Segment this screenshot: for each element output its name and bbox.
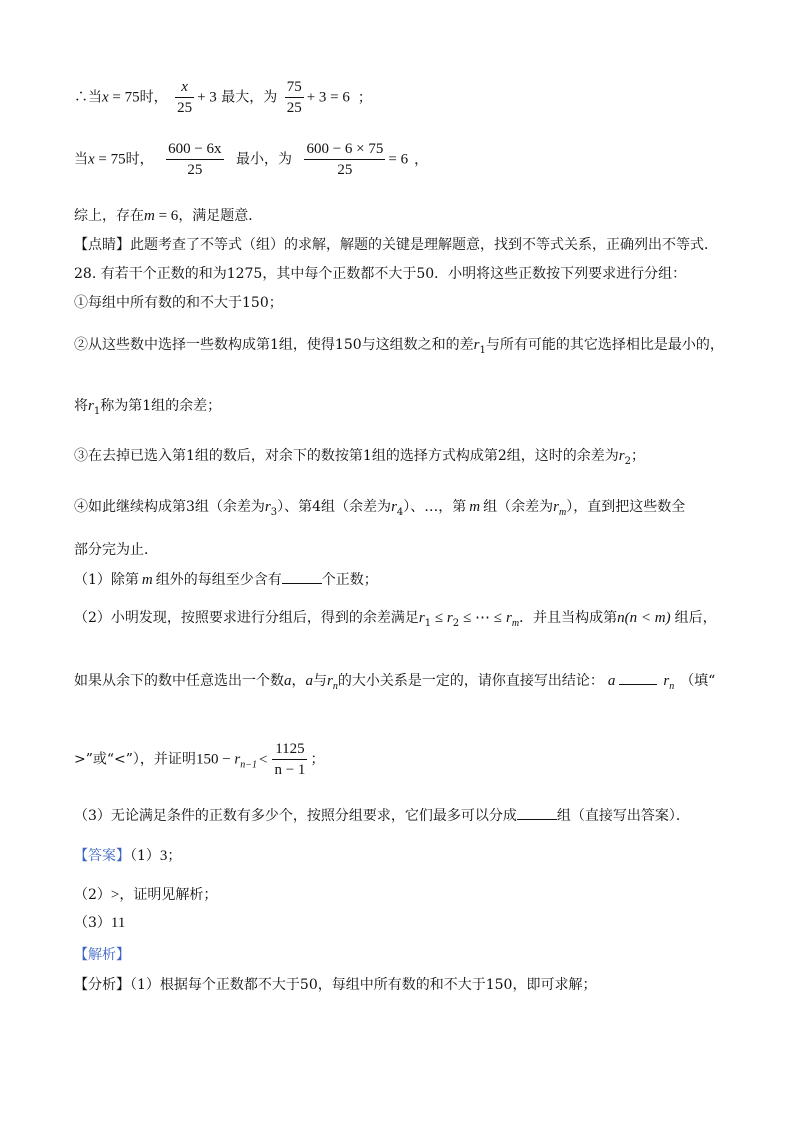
text: = 6 [388, 151, 409, 168]
condition: (n < m) [624, 610, 671, 626]
text: 时， [139, 89, 168, 106]
var-r: r [618, 448, 625, 464]
text: （3）无论满足条件的正数有多少个，按照分组要求，它们最多可以分成 [74, 808, 517, 824]
text: 的大小关系是一定的，请你直接写出结论： [337, 673, 604, 689]
text: ③在去掉已选入第1组的数后，对余下的数按第1组的选择方式构成第2组，这时的余差为 [74, 448, 619, 464]
var-r: r [446, 610, 453, 626]
line-comment [74, 235, 718, 255]
var-m: m [469, 499, 481, 515]
rule-2 [74, 335, 724, 361]
text: ； [167, 848, 182, 864]
analysis-tag: 【解析】 [74, 947, 130, 963]
answer-tag: 【答案】 [74, 848, 130, 864]
denominator: 25 [304, 159, 385, 179]
text: 与 [313, 673, 327, 689]
text: ④如此继续构成第3组（余差为 [74, 499, 265, 515]
answer-blank [517, 819, 557, 820]
numerator: x [181, 79, 188, 95]
text: 部分完为止． [74, 542, 158, 558]
question-28-stem [74, 264, 686, 284]
answer-blank [282, 583, 322, 584]
text: < [259, 751, 268, 768]
text: ； [357, 89, 372, 106]
line-max-value [74, 78, 372, 117]
text: = 75 [94, 151, 126, 168]
subscript: 1 [424, 617, 432, 629]
text: 时， [125, 151, 154, 168]
var-x: x [88, 151, 95, 168]
text: 组（直接写出答案）． [556, 808, 690, 824]
subscript: 2 [624, 455, 631, 467]
text: 150 − [195, 751, 235, 768]
sub-question-2-cont [74, 671, 715, 697]
text: + 3 = 6 [306, 89, 350, 106]
fraction [175, 78, 194, 117]
var-x: x [102, 89, 109, 106]
denominator: 25 [175, 97, 194, 117]
text: ①每组中所有数的和不大于150； [74, 295, 283, 311]
text: 最小，为 [236, 151, 293, 168]
text: 组后， [674, 610, 717, 626]
var-r: r [418, 610, 425, 626]
fraction [166, 140, 223, 179]
subscript: 2 [452, 617, 460, 629]
answer-value: 11 [110, 915, 126, 931]
rule-1 [74, 293, 283, 313]
subscript: 4 [396, 506, 404, 518]
var-a: a [284, 673, 292, 689]
analysis-heading [74, 945, 130, 965]
answer-blank [619, 684, 657, 685]
text: ，满足题意． [178, 208, 263, 224]
var-m: m [141, 572, 153, 588]
text: ； [630, 448, 645, 464]
text: （1）除第 [74, 572, 139, 588]
text: = 6 [154, 208, 179, 224]
var-r: r [553, 499, 559, 515]
subscript: n [669, 680, 675, 692]
answer-1 [74, 846, 181, 866]
text: ．并且当构成第 [519, 610, 618, 626]
text: ∴当 [74, 89, 102, 106]
text: 与所有可能的其它选择相比是最小的， [485, 337, 724, 353]
text: 28. 有若干个正数的和为1275，其中每个正数都不大于50．小明将这些正数按下列要求进行分组： [74, 266, 687, 282]
line-conclusion [74, 206, 262, 226]
var-m: m [144, 208, 155, 224]
var-r: r [663, 673, 670, 689]
var-r: r [88, 398, 94, 414]
numerator: 600 − 6x [168, 141, 222, 157]
text: = 75 [108, 89, 140, 106]
var-n: n [617, 610, 625, 626]
sub-question-2 [74, 608, 717, 634]
var-r: r [327, 673, 333, 689]
fraction [304, 140, 385, 179]
answer-value: > [110, 887, 120, 903]
denominator: 25 [285, 97, 304, 117]
analysis-text [74, 975, 596, 995]
var-a: a [305, 673, 313, 689]
sub-question-3 [74, 806, 690, 826]
text: 个正数； [321, 572, 378, 588]
text: ， [291, 673, 306, 689]
text: ）、…，第 [403, 499, 467, 515]
var-r: r [473, 337, 480, 353]
subscript: 3 [270, 506, 278, 518]
text: 【分析】（1）根据每个正数都不大于50，每组中所有数的和不大于150，即可求解； [74, 977, 597, 993]
text: ≤ [431, 610, 447, 626]
var-r: r [264, 499, 271, 515]
var-r: r [391, 499, 397, 515]
text: 【点睛】此题考查了不等式（组）的求解，解题的关键是理解题意，找到不等式关系，正确列出不等式． [74, 237, 718, 253]
line-min-value [74, 140, 428, 179]
fraction [285, 78, 304, 117]
text: ②从这些数中选择一些数构成第1组，使得150与这组数之和的差 [74, 337, 474, 353]
rule-4 [74, 497, 685, 523]
text: ）、第4组（余差为 [277, 499, 392, 515]
numerator: 75 [286, 79, 302, 95]
answer-2 [74, 885, 217, 905]
text: 综上，存在 [74, 208, 144, 224]
rule-3 [74, 446, 645, 472]
text: 组外的每组至少含有 [155, 572, 282, 588]
text: 称为第1组的余差； [100, 398, 222, 414]
text: ； [310, 751, 325, 768]
denominator: n − 1 [272, 759, 307, 779]
text: （2） [74, 887, 111, 903]
text: + 3 [197, 89, 217, 106]
text: >”或“<”），并证明 [74, 751, 196, 768]
text: （3） [74, 915, 111, 931]
var-a: a [607, 673, 616, 689]
subscript: 1 [93, 405, 101, 417]
subscript: m [511, 617, 520, 629]
sub-question-2-proof [74, 740, 324, 779]
answer-3 [74, 913, 125, 933]
text: 当 [74, 151, 88, 168]
inequality: ≤ ⋯ ≤ [463, 610, 503, 626]
text: ），直到把这些数全 [566, 499, 686, 515]
fraction [272, 740, 307, 779]
answer-value: 3 [159, 848, 168, 864]
subscript: n−1 [240, 759, 257, 771]
rule-4-cont [74, 540, 158, 560]
var-r: r [234, 751, 241, 768]
text: 将 [74, 398, 88, 414]
text: ，证明见解析； [119, 887, 218, 903]
sub-question-1 [74, 570, 378, 590]
subscript: n [332, 680, 338, 692]
var-r: r [506, 610, 512, 626]
text: （1） [130, 848, 160, 864]
subscript: m [558, 506, 567, 518]
text: 如果从余下的数中任意选出一个数 [74, 673, 284, 689]
text: （填“ [680, 673, 716, 689]
numerator: 600 − 6 × 75 [306, 141, 384, 157]
rule-2-cont [74, 396, 221, 422]
subscript: 1 [479, 344, 486, 356]
denominator: 25 [166, 159, 223, 179]
numerator: 1125 [275, 741, 305, 757]
text: （2）小明发现，按照要求进行分组后，得到的余差满足 [74, 610, 419, 626]
text: ， [414, 151, 429, 168]
text: 最大，为 [221, 89, 278, 106]
text: 组（余差为 [483, 499, 554, 515]
